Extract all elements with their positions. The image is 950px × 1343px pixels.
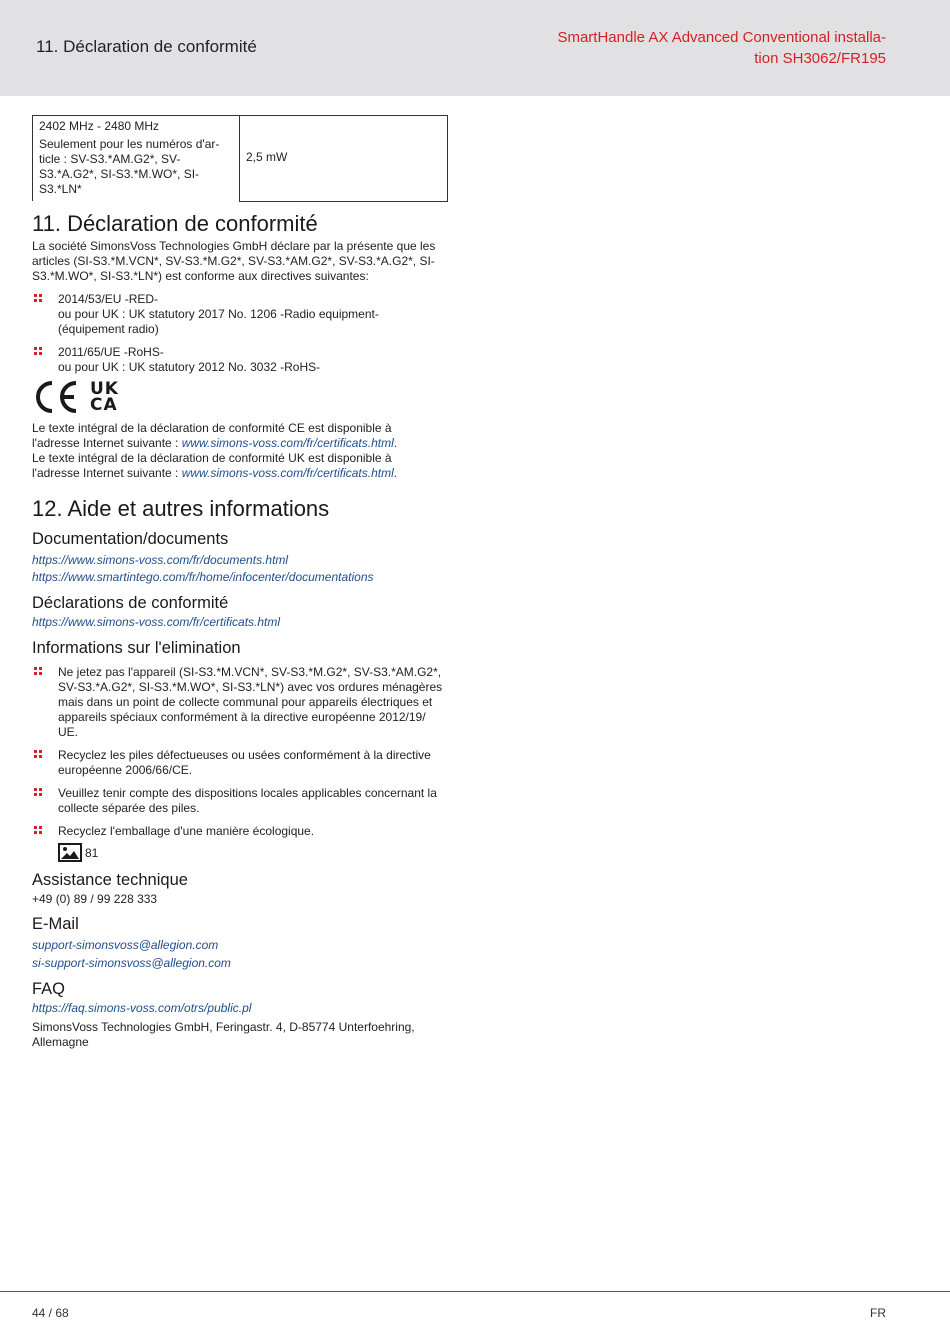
conformity-intro-line1: La société SimonsVoss Technologies GmbH déclare par la présente que les bbox=[32, 238, 436, 253]
elim-line: Recyclez l'emballage d'une manière écologique. bbox=[58, 823, 315, 838]
directives-list bbox=[32, 292, 448, 375]
freq-desc-line2: ticle : SV-S3.*AM.G2*, SV- bbox=[39, 152, 181, 166]
uk-text-line1: Le texte intégral de la déclaration de conformité UK est disponible à bbox=[32, 450, 392, 465]
decl-links bbox=[32, 615, 448, 630]
ce-text-line1: Le texte intégral de la déclaration de conformité CE est disponible à bbox=[32, 420, 392, 435]
elim-list bbox=[32, 665, 448, 839]
freq-desc-line1: Seulement pour les numéros d'ar- bbox=[39, 137, 220, 151]
freq-range-cell bbox=[33, 116, 240, 202]
bullet-icon bbox=[34, 788, 43, 797]
bullet-icon bbox=[34, 347, 43, 356]
directive-line: (équipement radio) bbox=[58, 321, 159, 336]
email-link-si-support[interactable]: si-support-simonsvoss@allegion.com bbox=[32, 955, 231, 970]
elim-line: SV-S3.*A.G2*, SI-S3.*M.WO*, SI-S3.*LN*) avec vos ordures ménagères bbox=[58, 679, 443, 694]
ukca-mark-icon bbox=[90, 378, 126, 415]
support-phone: +49 (0) 89 / 99 228 333 bbox=[32, 891, 158, 906]
email-title: E-Mail bbox=[32, 914, 79, 933]
ukca-top: UK bbox=[90, 378, 119, 399]
frequency-table bbox=[32, 115, 448, 202]
docs-links bbox=[32, 552, 448, 586]
support-title: Assistance technique bbox=[32, 870, 188, 889]
ukca-bottom: CA bbox=[90, 394, 118, 415]
header-doc-title-line2: tion SH3062/FR195 bbox=[754, 50, 886, 67]
elim-line: collecte séparée des piles. bbox=[58, 800, 200, 815]
list-item bbox=[32, 824, 448, 839]
directive-line: ou pour UK : UK statutory 2012 No. 3032 -RoHS- bbox=[58, 359, 321, 374]
bullet-icon bbox=[34, 750, 43, 759]
page-number: 44 / 68 bbox=[32, 1306, 69, 1320]
ce-text-line2: l'adresse Internet suivante : bbox=[32, 435, 182, 450]
uk-text-end: . bbox=[393, 465, 398, 480]
list-item bbox=[32, 292, 448, 337]
address-line2: Allemagne bbox=[32, 1034, 89, 1049]
elim-line: appareils spéciaux conformément à la directive européenne 2012/19/ bbox=[58, 709, 426, 724]
ce-text bbox=[32, 421, 448, 481]
bullet-icon bbox=[34, 826, 43, 835]
email-links bbox=[32, 936, 448, 972]
elim-line: Recyclez les piles défectueuses ou usées conformément à la directive bbox=[58, 747, 431, 762]
help-title: 12. Aide et autres informations bbox=[32, 495, 330, 521]
conformity-intro-line3: S3.*M.WO*, SI-S3.*LN*) est conforme aux directives suivantes: bbox=[32, 268, 369, 283]
faq-title: FAQ bbox=[32, 979, 66, 998]
conformity-title: 11. Déclaration de conformité bbox=[32, 210, 318, 236]
address-line1: SimonsVoss Technologies GmbH, Feringastr. 4, D-85774 Unterfoehring, bbox=[32, 1019, 415, 1034]
freq-power-cell bbox=[240, 116, 448, 202]
docs-link-smartintego[interactable]: https://www.smartintego.com/fr/home/infocenter/documentations bbox=[32, 569, 374, 584]
elim-line: Veuillez tenir compte des dispositions locales applicables concernant la bbox=[58, 785, 437, 800]
directive-line: 2014/53/EU -RED- bbox=[58, 291, 159, 306]
elim-line: mais dans un point de collecte communal pour appareils électriques et bbox=[58, 694, 433, 709]
faq-link[interactable]: https://faq.simons-voss.com/otrs/public.pl bbox=[32, 1000, 252, 1015]
list-item bbox=[32, 786, 448, 816]
elim-line: Ne jetez pas l'appareil (SI-S3.*M.VCN*, SV-S3.*M.G2*, SV-S3.*AM.G2*, bbox=[58, 664, 442, 679]
page-header bbox=[0, 0, 950, 96]
elim-line: UE. bbox=[58, 724, 79, 739]
list-item bbox=[32, 345, 448, 375]
uk-certificates-link[interactable]: www.simons-voss.com/fr/certificats.html bbox=[181, 465, 394, 480]
freq-range: 2402 MHz - 2480 MHz bbox=[39, 119, 160, 133]
header-doc-title-line1: SmartHandle AX Advanced Conventional installa- bbox=[557, 29, 886, 46]
footer-divider bbox=[0, 1291, 950, 1292]
directive-line: 2011/65/UE -RoHS- bbox=[58, 344, 164, 359]
freq-power: 2,5 mW bbox=[246, 150, 288, 165]
decl-title: Déclarations de conformité bbox=[32, 593, 229, 612]
ce-text-end: . bbox=[393, 435, 398, 450]
uk-text-line2: l'adresse Internet suivante : bbox=[32, 465, 182, 480]
decl-link[interactable]: https://www.simons-voss.com/fr/certificats.html bbox=[32, 614, 281, 629]
list-item bbox=[32, 665, 448, 740]
bullet-icon bbox=[34, 294, 43, 303]
elim-line: européenne 2006/66/CE. bbox=[58, 762, 193, 777]
ce-certificates-link[interactable]: www.simons-voss.com/fr/certificats.html bbox=[181, 435, 394, 450]
conformity-intro-line2: articles (SI-S3.*M.VCN*, SV-S3.*M.G2*, SV-S3.*AM.G2*, SV-S3.*A.G2*, SI- bbox=[32, 253, 435, 268]
email-link-support[interactable]: support-simonsvoss@allegion.com bbox=[32, 937, 219, 952]
freq-desc-line3: S3.*A.G2*, SI-S3.*M.WO*, SI- bbox=[39, 167, 200, 181]
conformity-marks bbox=[32, 377, 448, 417]
language-code: FR bbox=[870, 1306, 886, 1320]
faq-links bbox=[32, 1001, 448, 1016]
conformity-intro bbox=[32, 239, 448, 284]
elim-title: Informations sur l'elimination bbox=[32, 638, 241, 657]
freq-desc-line4: S3.*LN* bbox=[39, 182, 82, 196]
image-ref-number: 81 bbox=[85, 845, 99, 860]
image-reference bbox=[32, 843, 448, 863]
company-address bbox=[32, 1020, 448, 1050]
image-icon bbox=[58, 843, 82, 862]
docs-title: Documentation/documents bbox=[32, 529, 229, 548]
list-item bbox=[32, 748, 448, 778]
bullet-icon bbox=[34, 667, 43, 676]
docs-link-simonsvoss[interactable]: https://www.simons-voss.com/fr/documents.html bbox=[32, 552, 289, 567]
directive-line: ou pour UK : UK statutory 2017 No. 1206 -Radio equipment- bbox=[58, 306, 379, 321]
ce-mark-icon bbox=[32, 379, 80, 415]
header-doc-title bbox=[526, 27, 886, 69]
header-section-title: 11. Déclaration de conformité bbox=[36, 37, 257, 56]
page-content bbox=[32, 115, 448, 1050]
